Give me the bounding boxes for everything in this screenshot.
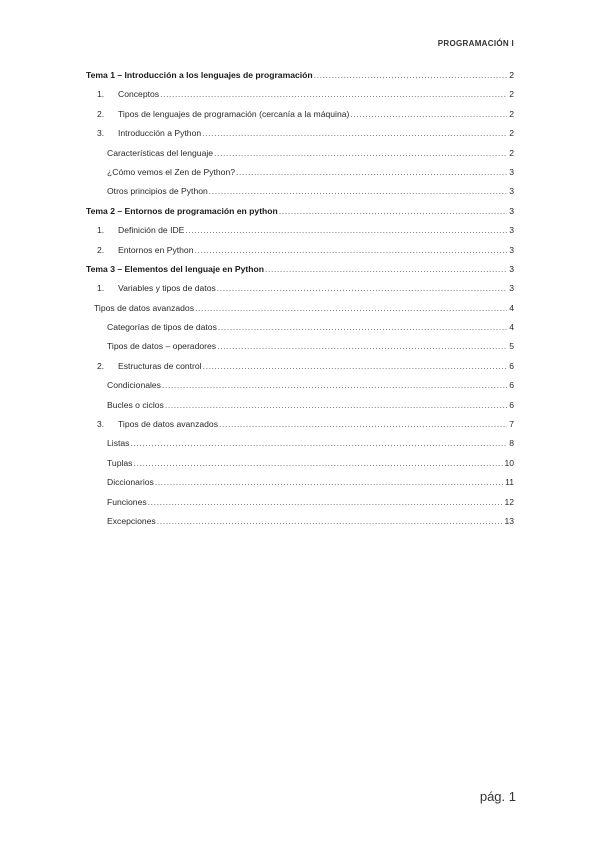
dot-leader	[185, 225, 507, 235]
toc-entry-number: 2.	[97, 244, 105, 255]
toc-entry-page: 12	[504, 496, 514, 507]
toc-entry[interactable]	[86, 361, 514, 380]
toc-entry-page: 13	[504, 515, 514, 526]
toc-entry[interactable]	[86, 477, 514, 496]
toc-entry[interactable]	[86, 458, 514, 477]
dot-leader	[217, 341, 507, 351]
toc-entry-title: Otros principios de Python	[107, 186, 208, 197]
dot-leader	[133, 458, 503, 468]
toc-entry[interactable]	[86, 225, 514, 244]
toc-entry[interactable]	[86, 109, 514, 128]
toc-entry-title: Condicionales	[107, 380, 161, 391]
toc-entry-number: 3.	[97, 128, 105, 139]
toc-entry-title: Tipos de datos avanzados	[94, 302, 195, 313]
toc-entry-title: Tipos de datos – operadores	[107, 341, 217, 352]
toc-entry-page: 7	[509, 419, 514, 430]
toc-entry[interactable]	[86, 400, 514, 419]
toc-entry-title: Excepciones	[107, 515, 156, 526]
toc-entry-page: 6	[509, 360, 514, 371]
toc-entry-title: Categorías de tipos de datos	[107, 322, 217, 333]
toc-entry-number: 1.	[97, 283, 105, 294]
toc-entry-page: 3	[509, 244, 514, 255]
toc-entry-page: 3	[509, 166, 514, 177]
toc-entry-page: 4	[509, 302, 514, 313]
toc-entry-page: 6	[509, 380, 514, 391]
toc-entry-page: 5	[509, 341, 514, 352]
dot-leader	[195, 245, 508, 255]
toc-entry-page: 2	[509, 70, 514, 80]
dot-leader	[148, 497, 504, 507]
toc-entry-title: Tipos de datos avanzados	[118, 419, 219, 430]
table-of-contents	[86, 70, 514, 535]
toc-entry-number: 1.	[97, 225, 105, 236]
dot-leader	[195, 303, 507, 313]
toc-entry-title: Tipos de lenguajes de programación (cercanía a la máquina)	[118, 108, 350, 119]
toc-entry-page: 2	[509, 147, 514, 158]
toc-entry-title: Listas	[107, 438, 130, 449]
toc-entry-title: Características del lenguaje	[107, 147, 214, 158]
toc-entry-page: 3	[509, 205, 514, 216]
toc-entry-number: 1.	[97, 89, 105, 100]
dot-leader	[214, 148, 507, 158]
dot-leader	[265, 264, 507, 274]
running-header: PROGRAMACIÓN I	[437, 39, 514, 48]
dot-leader	[217, 283, 507, 293]
dot-leader	[202, 128, 507, 138]
dot-leader	[165, 400, 507, 410]
toc-entry-title: Tema 2 – Entornos de programación en python	[86, 205, 278, 216]
dot-leader	[314, 70, 507, 80]
dot-leader	[203, 361, 507, 371]
toc-entry-number: 2.	[97, 360, 105, 371]
toc-entry[interactable]	[86, 497, 514, 516]
toc-entry-title: Tema 1 – Introducción a los lenguajes de programación	[86, 70, 313, 80]
toc-entry[interactable]	[86, 341, 514, 360]
toc-entry-page: 8	[509, 438, 514, 449]
toc-entry[interactable]	[86, 167, 514, 186]
dot-leader	[209, 186, 507, 196]
toc-entry-title: Diccionarios	[107, 477, 154, 488]
toc-entry-title: Tema 3 – Elementos del lenguaje en Python	[86, 263, 264, 274]
toc-entry-title: Estructuras de control	[118, 360, 202, 371]
dot-leader	[236, 167, 507, 177]
page-number: pág. 1	[479, 789, 516, 804]
dot-leader	[155, 477, 504, 487]
toc-entry-page: 11	[505, 477, 514, 488]
toc-entry[interactable]	[86, 70, 514, 89]
dot-leader	[160, 89, 507, 99]
toc-entry[interactable]	[86, 128, 514, 147]
toc-entry[interactable]	[86, 89, 514, 108]
toc-entry-page: 10	[504, 457, 514, 468]
toc-entry[interactable]	[86, 419, 514, 438]
toc-entry[interactable]	[86, 186, 514, 205]
toc-entry-title: Variables y tipos de datos	[118, 283, 216, 294]
toc-entry-title: ¿Cómo vemos el Zen de Python?	[107, 166, 236, 177]
toc-entry-page: 3	[509, 263, 514, 274]
toc-entry-title: Tuplas	[107, 457, 133, 468]
dot-leader	[219, 419, 507, 429]
toc-entry-page: 2	[509, 128, 514, 139]
toc-entry-title: Funciones	[107, 496, 147, 507]
toc-entry-title: Introducción a Python	[118, 128, 202, 139]
toc-entry[interactable]	[86, 380, 514, 399]
dot-leader	[157, 516, 504, 526]
toc-entry-page: 6	[509, 399, 514, 410]
toc-entry-page: 3	[509, 283, 514, 294]
toc-entry-page: 3	[509, 225, 514, 236]
toc-entry[interactable]	[86, 438, 514, 457]
toc-entry[interactable]	[86, 206, 514, 225]
toc-entry[interactable]	[86, 148, 514, 167]
toc-entry-page: 3	[509, 186, 514, 197]
toc-entry-title: Conceptos	[118, 89, 160, 100]
toc-entry[interactable]	[86, 245, 514, 264]
toc-entry-page: 2	[509, 108, 514, 119]
toc-entry-number: 2.	[97, 108, 105, 119]
toc-entry[interactable]	[86, 264, 514, 283]
toc-entry-number: 3.	[97, 419, 105, 430]
dot-leader	[218, 322, 507, 332]
toc-entry[interactable]	[86, 516, 514, 535]
toc-entry[interactable]	[86, 322, 514, 341]
dot-leader	[130, 438, 507, 448]
toc-entry-page: 4	[509, 322, 514, 333]
toc-entry-title: Bucles o ciclos	[107, 399, 164, 410]
dot-leader	[279, 206, 507, 216]
toc-entry-title: Entornos en Python	[118, 244, 194, 255]
dot-leader	[350, 109, 507, 119]
toc-entry-title: Definición de IDE	[118, 225, 185, 236]
toc-entry[interactable]	[86, 283, 514, 302]
toc-entry-page: 2	[509, 89, 514, 100]
toc-entry[interactable]	[86, 303, 514, 322]
dot-leader	[162, 380, 507, 390]
